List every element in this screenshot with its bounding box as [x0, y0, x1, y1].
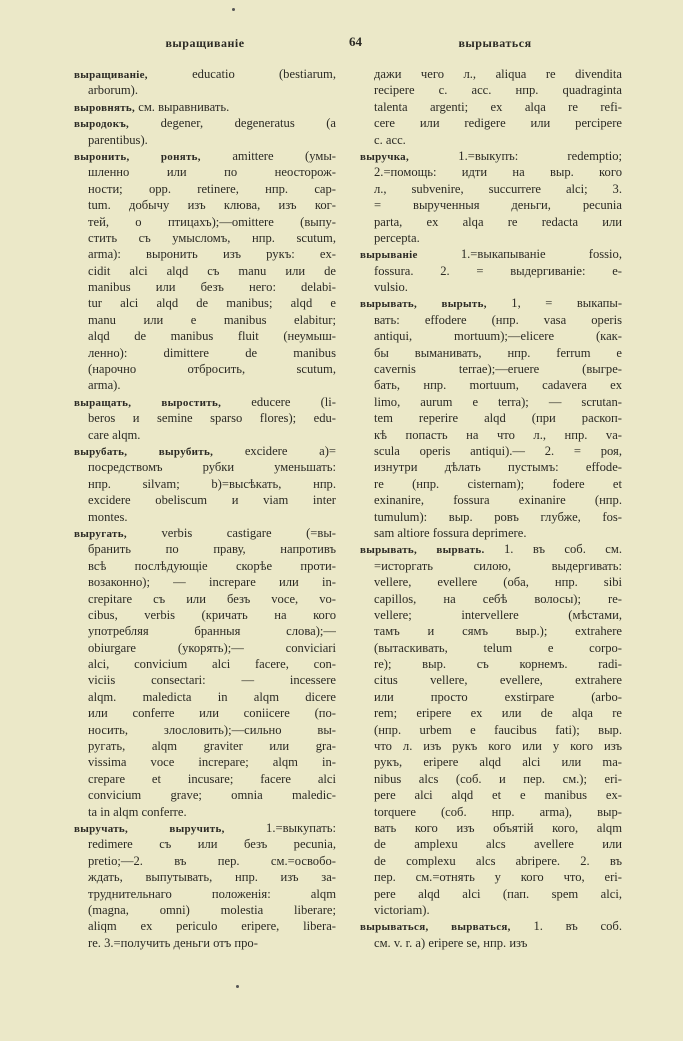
- entry-line: [74, 771, 336, 787]
- entry-line: [74, 623, 336, 639]
- definition-text: бранить по праву, напротивъ: [88, 542, 336, 557]
- entry-line: [360, 787, 622, 803]
- definition-text: рукъ, eripere alqd alci или ma-: [374, 755, 622, 770]
- print-speck: [236, 985, 239, 988]
- definition-text: convicium grave; omnia maledic-: [88, 788, 336, 803]
- dictionary-entry: [74, 115, 336, 148]
- entry-line: [74, 82, 336, 98]
- entry-line: [74, 935, 336, 951]
- definition-text: montes.: [88, 509, 128, 524]
- definition-text: возаконно); — increpare или in-: [88, 575, 336, 590]
- headword: выродокъ,: [74, 118, 130, 131]
- definition-text: или просто exstirpare (arbo-: [374, 689, 622, 704]
- entry-line: [360, 886, 622, 902]
- definition-text: parentibus).: [88, 132, 148, 147]
- entry-line: [74, 164, 336, 180]
- definition-text: re (нпр. cisternam); fodere et: [374, 476, 622, 491]
- definition-text: дажи чего л., aliqua re divendita: [374, 67, 622, 81]
- definition-text: alci, convicium alci facere, con-: [88, 657, 336, 672]
- definition-text: тамъ и сямъ выр.); extrahere: [374, 624, 622, 639]
- headword: вырываться, вырваться,: [360, 921, 511, 934]
- entry-line: [74, 295, 336, 311]
- definition-text: excidere obeliscum и viam inter: [88, 493, 336, 508]
- entry-line: [74, 886, 336, 902]
- dictionary-entry: [74, 99, 336, 115]
- definition-text: cavernis terrae);—eruere (выгре-: [374, 362, 622, 377]
- entry-line: [360, 623, 622, 639]
- entry-line: [74, 541, 336, 557]
- right-column: [360, 66, 622, 951]
- entry-line: [360, 492, 622, 508]
- definition-text: (нарочно отбросить, scutum,: [88, 362, 336, 377]
- entry-line: [74, 148, 336, 164]
- headword: выронить, ронять,: [74, 150, 201, 163]
- entry-line: [360, 312, 622, 328]
- headword: выругать,: [74, 527, 127, 540]
- entry-line: [74, 214, 336, 230]
- entry-line: [74, 345, 336, 361]
- definition-text: пер. см.=отнять у кого что, eri-: [374, 870, 622, 885]
- entry-line: [74, 558, 336, 574]
- entry-line: [360, 836, 622, 852]
- headword: вырыванiе: [360, 249, 418, 262]
- entry-line: [360, 214, 622, 230]
- entry-line: [360, 476, 622, 492]
- entry-line: [360, 722, 622, 738]
- definition-text: cidit alci alqd съ manu или de: [88, 263, 336, 278]
- definition-text: vellere; intervellere (мѣстами,: [374, 607, 622, 622]
- definition-text: см. v. r. a) eripere se, нпр. изъ: [374, 935, 528, 950]
- entry-line: [74, 705, 336, 721]
- entry-line: [360, 902, 622, 918]
- entry-line: [360, 918, 622, 934]
- definition-text: всѣ послѣдующiе скорѣе проти-: [88, 558, 336, 573]
- entry-line: [74, 574, 336, 590]
- entry-line: [74, 230, 336, 246]
- entry-line: [360, 295, 622, 311]
- entry-line: [74, 394, 336, 410]
- headword: выращать, выростить,: [74, 396, 222, 409]
- definition-text: percepta.: [374, 230, 420, 245]
- entry-line: [74, 853, 336, 869]
- definition-text: arma).: [88, 378, 121, 393]
- entry-line: [74, 509, 336, 525]
- entry-line: [360, 640, 622, 656]
- definition-text: ta in alqm conferre.: [88, 804, 187, 819]
- entry-line: [360, 705, 622, 721]
- entry-line: [74, 246, 336, 262]
- entry-line: [74, 99, 336, 115]
- definition-text: talenta argenti; ex alqa re refi-: [374, 99, 622, 114]
- dictionary-entry: [74, 820, 336, 951]
- headword: выращиванiе,: [74, 69, 148, 81]
- definition-text: 1.=выкупать:: [266, 820, 336, 835]
- entry-line: [74, 525, 336, 541]
- entry-line: [360, 443, 622, 459]
- definition-text: ждать, выпутывать, нпр. изъ за-: [88, 870, 336, 885]
- definition-text: см. выравнивать.: [138, 99, 230, 114]
- entry-line: [74, 459, 336, 475]
- definition-text: beros и semine sparso flores); edu-: [88, 411, 336, 426]
- definition-text: ленно): dimittere de manibus: [88, 345, 336, 360]
- definition-text: носить, злословить);—сильно вы-: [88, 722, 336, 737]
- definition-text: или conferre или coniicere (по-: [88, 706, 336, 721]
- headword: вырывать, вырыть,: [360, 298, 487, 311]
- definition-text: excidere a)=: [244, 443, 336, 458]
- entry-line: [74, 443, 336, 459]
- definition-text: arborum).: [88, 83, 139, 98]
- entry-line: [74, 279, 336, 295]
- definition-text: educatio (bestiarum,: [192, 67, 336, 81]
- definition-text: вать: effodere (нпр. vasa operis: [374, 312, 622, 327]
- definition-text: бы выманивать, нпр. ferrum e: [374, 345, 622, 360]
- definition-text: parta, ex alqa re redacta или: [374, 214, 622, 229]
- entry-line: [74, 787, 336, 803]
- definition-text: труднительнаго положенiя: alqm: [88, 886, 336, 901]
- definition-text: care alqm.: [88, 427, 141, 442]
- entry-line: [74, 66, 336, 82]
- entry-line: [74, 902, 336, 918]
- definition-text: obiurgare (укорять);— conviciari: [88, 640, 336, 655]
- entry-line: [74, 689, 336, 705]
- definition-text: amittere (умы-: [232, 148, 336, 163]
- definition-text: л., subvenire, succurrere alci; 3.: [374, 181, 622, 196]
- entry-line: [360, 328, 622, 344]
- definition-text: употребляя бранныя слова);—: [88, 624, 336, 639]
- definition-text: de amplexu alcs avellere или: [374, 837, 622, 852]
- entry-line: [360, 935, 622, 951]
- entry-line: [360, 689, 622, 705]
- headword: выручка,: [360, 150, 410, 163]
- dictionary-entry: [74, 148, 336, 394]
- definition-text: кѣ попасть на что л., нпр. va-: [374, 427, 622, 442]
- definition-text: тей, о птицахъ);—omittere (выпу-: [88, 214, 336, 229]
- dictionary-entry: [360, 246, 622, 295]
- definition-text: tur alci alqd de manibus; alqd e: [88, 296, 336, 311]
- definition-text: victoriam).: [374, 902, 430, 917]
- definition-text: вать кого изъ объятiй кого, alqm: [374, 820, 622, 835]
- definition-text: citus vellere, evellere, extrahere: [374, 673, 622, 688]
- entry-line: [74, 591, 336, 607]
- entry-line: [360, 607, 622, 623]
- entry-line: [360, 804, 622, 820]
- definition-text: (magna, omni) molestia liberare;: [88, 902, 336, 917]
- left-guide-word: выращиванiе: [165, 36, 245, 50]
- definition-text: sam altiore fossura deprimere.: [374, 525, 527, 540]
- entry-line: [360, 672, 622, 688]
- entry-line: [360, 525, 622, 541]
- definition-text: pere alqd alci (пап. spem alci,: [374, 886, 622, 901]
- entry-line: [360, 771, 622, 787]
- entry-line: [74, 476, 336, 492]
- definition-text: crepare et incusare; facere alci: [88, 771, 336, 786]
- dictionary-entry: [360, 541, 622, 918]
- entry-line: [360, 345, 622, 361]
- definition-text: 1, = выкапы-: [511, 296, 622, 311]
- entry-line: [74, 869, 336, 885]
- entry-line: [74, 132, 336, 148]
- entry-line: [74, 410, 336, 426]
- definition-text: manu или e manibus elabitur;: [88, 312, 336, 327]
- entry-line: [74, 820, 336, 836]
- entry-line: [360, 541, 622, 557]
- entry-line: [360, 820, 622, 836]
- definition-text: = вырученныя деньги, pecunia: [374, 198, 622, 213]
- definition-text: alqd de manibus fluit (неумыш-: [88, 329, 336, 344]
- entry-line: [360, 99, 622, 115]
- definition-text: (вытаскивать, telum e corpo-: [374, 640, 622, 655]
- entry-line: [360, 853, 622, 869]
- definition-text: cibus, verbis (кричать на кого: [88, 607, 336, 622]
- definition-text: посредствомъ рубки уменьшать:: [88, 460, 336, 475]
- definition-text: nibus alcs (соб. и пер. см.); eri-: [374, 771, 622, 786]
- definition-text: ности; opp. retinere, нпр. cap-: [88, 181, 336, 196]
- definition-text: verbis castigare (=вы-: [161, 525, 336, 540]
- definition-text: aliqm ex periculo eripere, libera-: [88, 919, 336, 934]
- entry-line: [360, 197, 622, 213]
- definition-text: limo, aurum e terra); — scrutan-: [374, 394, 622, 409]
- definition-text: degener, degeneratus (a: [160, 116, 336, 131]
- headword: выручать, выручить,: [74, 822, 225, 835]
- definition-text: recipere c. acc. нпр. quadraginta: [374, 83, 622, 98]
- definition-text: что л. изъ рукъ кого или у кого изъ: [374, 739, 622, 754]
- definition-text: vulsio.: [374, 280, 408, 295]
- entry-line: [360, 279, 622, 295]
- entry-line: [74, 738, 336, 754]
- entry-line: [74, 672, 336, 688]
- headword: вырывать, вырвать.: [360, 544, 485, 557]
- definition-text: 2.=помощь: идти на выр. кого: [374, 165, 622, 180]
- entry-line: [360, 263, 622, 279]
- entry-line: [74, 263, 336, 279]
- entry-line: [360, 66, 622, 82]
- entry-line: [360, 591, 622, 607]
- definition-text: 1.=выкупъ: redemptio;: [458, 148, 622, 163]
- entry-line: [74, 656, 336, 672]
- entry-line: [74, 361, 336, 377]
- definition-text: rem; eripere ex или de alqa re: [374, 706, 622, 721]
- definition-text: ругать, alqm graviter или gra-: [88, 739, 336, 754]
- entry-line: [360, 394, 622, 410]
- entry-line: [74, 492, 336, 508]
- definition-text: redimere съ или безъ pecunia,: [88, 837, 336, 852]
- definition-text: 1. въ соб.: [533, 919, 622, 934]
- definition-text: educere (li-: [251, 394, 336, 409]
- entry-line: [360, 115, 622, 131]
- entry-line: [360, 574, 622, 590]
- dictionary-entry: [360, 918, 622, 951]
- entry-line: [360, 738, 622, 754]
- entry-line: [360, 869, 622, 885]
- definition-text: fossura. 2. = выдергиванiе: e-: [374, 263, 622, 278]
- entry-line: [360, 132, 622, 148]
- definition-text: torquere (соб. нпр. arma), выр-: [374, 804, 622, 819]
- definition-text: шленно или по неосторож-: [88, 165, 336, 180]
- page-number: 64: [349, 34, 362, 49]
- entry-line: [74, 377, 336, 393]
- entry-line: [360, 656, 622, 672]
- entry-line: [74, 640, 336, 656]
- definition-text: стить съ умысломъ, нпр. scutum,: [88, 230, 336, 245]
- dictionary-entry: [74, 525, 336, 820]
- definition-text: re); выр. съ корнемъ. radi-: [374, 657, 622, 672]
- definition-text: нпр. silvam; b)=высѣкать, нпр.: [88, 476, 336, 491]
- definition-text: crepitare съ или безъ voce, vo-: [88, 591, 336, 606]
- definition-text: viciis consectari: — incessere: [88, 673, 336, 688]
- entry-line: [74, 918, 336, 934]
- definition-text: изнутри дѣлать пустымъ: effode-: [374, 460, 622, 475]
- dictionary-entry: [360, 66, 622, 148]
- definition-text: arma): выронить изъ рукъ: ex-: [88, 247, 336, 262]
- definition-text: antiqui, mortuum);—elicere (как-: [374, 329, 622, 344]
- dictionary-entry: [360, 295, 622, 541]
- entry-line: [74, 197, 336, 213]
- definition-text: vellere, evellere (оба, нпр. sibi: [374, 575, 622, 590]
- definition-text: 1.=выкапыванiе fossio,: [460, 247, 622, 262]
- definition-text: (нпр. urbem e faucibus fati); выр.: [374, 722, 622, 737]
- headword: вырубать, вырубить,: [74, 445, 214, 458]
- entry-line: [74, 804, 336, 820]
- entry-line: [74, 115, 336, 131]
- dictionary-entry: [360, 148, 622, 246]
- definition-text: vissima voce increpare; alqm in-: [88, 755, 336, 770]
- definition-text: scula operis antiqui).— 2. = роя,: [374, 443, 622, 458]
- entry-line: [74, 312, 336, 328]
- headword: выровнять,: [74, 101, 136, 114]
- entry-line: [74, 607, 336, 623]
- definition-text: 1. въ соб. см.: [503, 542, 622, 557]
- definition-text: tum. добычу изъ клюва, изъ ког-: [88, 198, 336, 213]
- definition-text: pretio;—2. въ пер. см.=освобо-: [88, 853, 336, 868]
- entry-line: [360, 246, 622, 262]
- right-guide-word: вырываться: [458, 36, 532, 50]
- definition-text: exinanire, fossura exinanire (нпр.: [374, 493, 622, 508]
- definition-text: tumulum): выр. ровъ глубже, fos-: [374, 509, 622, 524]
- entry-line: [360, 509, 622, 525]
- entry-line: [360, 754, 622, 770]
- entry-line: [360, 230, 622, 246]
- entry-line: [360, 427, 622, 443]
- entry-line: [74, 427, 336, 443]
- entry-line: [360, 377, 622, 393]
- entry-line: [360, 148, 622, 164]
- definition-text: manibus или безъ него: delabi-: [88, 280, 336, 295]
- entry-line: [360, 410, 622, 426]
- entry-line: [360, 361, 622, 377]
- print-speck: [232, 8, 235, 11]
- entry-line: [74, 328, 336, 344]
- definition-text: re. 3.=получить деньги отъ про-: [88, 935, 258, 950]
- entry-line: [74, 754, 336, 770]
- definition-text: c. acc.: [374, 132, 406, 147]
- entry-line: [360, 82, 622, 98]
- entry-line: [360, 164, 622, 180]
- definition-text: cere или redigere или percipere: [374, 116, 622, 131]
- entry-line: [74, 181, 336, 197]
- entry-line: [74, 722, 336, 738]
- entry-line: [360, 181, 622, 197]
- dictionary-entry: [74, 66, 336, 99]
- definition-text: capillos, на себѣ волосы); re-: [374, 591, 622, 606]
- definition-text: =исторгать силою, выдергивать:: [374, 558, 622, 573]
- definition-text: бать, нпр. mortuum, cadavera ex: [374, 378, 622, 393]
- entry-line: [360, 558, 622, 574]
- dictionary-entry: [74, 443, 336, 525]
- entry-line: [74, 836, 336, 852]
- dictionary-entry: [74, 394, 336, 443]
- definition-text: de complexu alcs abripere. 2. въ: [374, 853, 622, 868]
- entry-line: [360, 459, 622, 475]
- left-column: [74, 66, 336, 951]
- definition-text: alqm. maledicta in alqm dicere: [88, 689, 336, 704]
- definition-text: pere alci alqd et e manibus ex-: [374, 788, 622, 803]
- definition-text: tem reperire alqd (при раскоп-: [374, 411, 622, 426]
